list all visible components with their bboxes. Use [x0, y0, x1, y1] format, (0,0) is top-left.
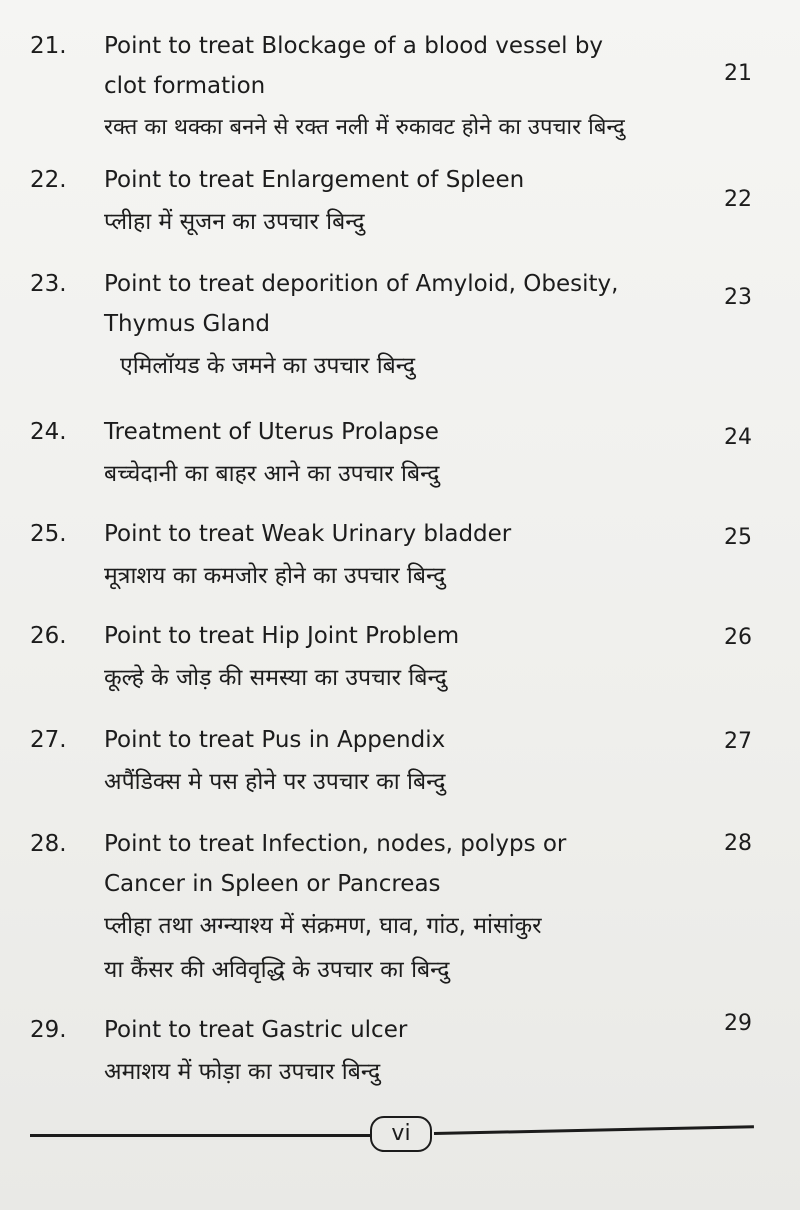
entry-text	[104, 264, 694, 388]
entry-text	[104, 412, 694, 496]
footer-rule-left	[30, 1134, 370, 1137]
entry-title-hi: मूत्राशय का कमजोर होने का उपचार बिन्दु	[104, 563, 446, 589]
entry-number: 28.	[30, 831, 67, 857]
entry-page-number: 26	[724, 625, 752, 650]
entry-page-number: 29	[724, 1011, 752, 1036]
entry-text	[104, 616, 694, 700]
entry-title-hi: कूल्हे के जोड़ की समस्या का उपचार बिन्दु	[104, 665, 447, 691]
entry-title-hi: अपैंडिक्स मे पस होने पर उपचार का बिन्दु	[104, 769, 446, 795]
entry-title-en: Point to treat Gastric ulcer	[104, 1017, 408, 1043]
entry-text	[104, 720, 694, 804]
entry-text	[104, 514, 694, 598]
entry-page-number: 24	[724, 425, 752, 450]
entry-text	[104, 160, 694, 244]
entry-number: 26.	[30, 623, 67, 649]
entry-title-hi: एमिलॉयड के जमने का उपचार बिन्दु	[120, 353, 416, 379]
entry-title-en: clot formation	[104, 73, 266, 99]
entry-page-number: 22	[724, 187, 752, 212]
entry-title-hi: प्लीहा तथा अग्न्याश्य में संक्रमण, घाव, गांठ, मांसांकुर	[104, 913, 542, 939]
entry-title-en: Point to treat Pus in Appendix	[104, 727, 446, 753]
entry-page-number: 21	[724, 61, 752, 86]
entry-title-en: Point to treat Blockage of a blood vessel by	[104, 33, 604, 59]
entry-title-en: Point to treat Enlargement of Spleen	[104, 167, 525, 193]
entry-title-en: Point to treat Infection, nodes, polyps or	[104, 831, 567, 857]
entry-title-hi: रक्त का थक्का बनने से रक्त नली में रुकावट होने का उपचार बिन्दु	[104, 115, 625, 140]
entry-title-hi: प्लीहा में सूजन का उपचार बिन्दु	[104, 209, 365, 235]
entry-title-en: Treatment of Uterus Prolapse	[104, 419, 439, 445]
entry-page-number: 25	[724, 525, 752, 550]
entry-number: 22.	[30, 167, 67, 193]
page-folio: vi	[370, 1116, 432, 1152]
entry-page-number: 28	[724, 831, 752, 856]
entry-text	[104, 824, 694, 992]
entry-text	[104, 26, 694, 150]
entry-title-en: Cancer in Spleen or Pancreas	[104, 871, 441, 897]
entry-title-en: Point to treat deporition of Amyloid, Obesity,	[104, 271, 619, 297]
entry-title-en: Point to treat Weak Urinary bladder	[104, 521, 512, 547]
entry-number: 25.	[30, 521, 67, 547]
entry-title-en: Thymus Gland	[104, 311, 270, 337]
entry-title-en: Point to treat Hip Joint Problem	[104, 623, 460, 649]
entry-number: 24.	[30, 419, 67, 445]
entry-number: 27.	[30, 727, 67, 753]
entry-page-number: 27	[724, 729, 752, 754]
entry-number: 21.	[30, 33, 67, 59]
entry-title-hi: बच्चेदानी का बाहर आने का उपचार बिन्दु	[104, 461, 440, 487]
entry-number: 23.	[30, 271, 67, 297]
entry-title-hi: या कैंसर की अविवृद्धि के उपचार का बिन्दु	[104, 957, 450, 983]
footer-rule-right	[434, 1125, 754, 1135]
entry-number: 29.	[30, 1017, 67, 1043]
entry-page-number: 23	[724, 285, 752, 310]
page-footer	[30, 1110, 754, 1160]
entry-text	[104, 1010, 694, 1094]
entry-title-hi: अमाशय में फोड़ा का उपचार बिन्दु	[104, 1059, 381, 1085]
